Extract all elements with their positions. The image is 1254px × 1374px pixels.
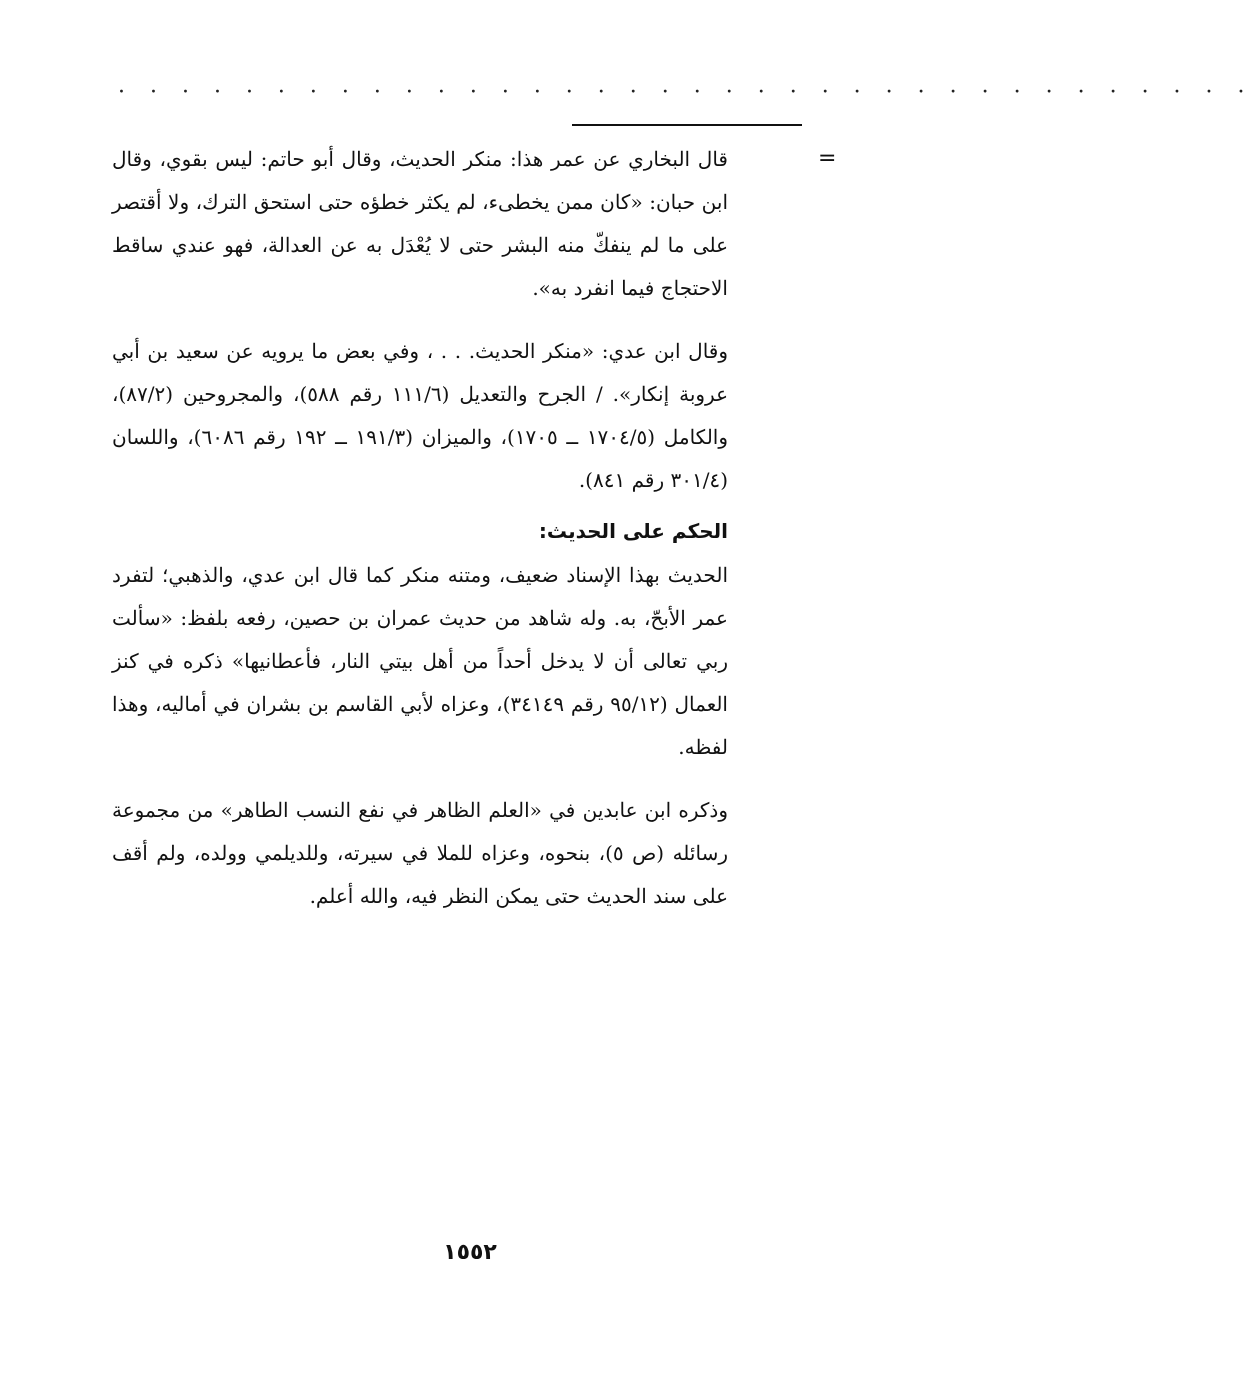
page-number: ١٥٥٢ <box>443 1240 497 1265</box>
section-heading: الحكم على الحديث: <box>538 519 728 543</box>
continuation-mark: = <box>818 146 837 171</box>
footnote-paragraph-2: وقال ابن عدي: «منكر الحديث. . . ، وفي بعض ما يرويه عن سعيد بن أبي عروبة إنكار». / الجرح والتعديل (١١١/٦ رقم ٥٨٨)، والمجروحين (٨٧/٢)، والكامل (١٧٠٤/٥ ــ ١٧٠٥)، والميزان (١٩١/٣ ــ ١٩٢ رقم ٦٠٨٦)، واللسان (٣٠١/٤ رقم ٨٤١). <box>112 339 729 492</box>
ruling-paragraph-2: وذكره ابن عابدين في «العلم الظاهر في نفع النسب الطاهر» من مجموعة رسائله (ص ٥)، بنحوه، وعزاه للملا في سيرته، وللديلمي وولده، ولم أقف على سند الحديث حتى يمكن النظر فيه، والله أعلم. <box>112 798 728 908</box>
footnote-paragraph-1: قال البخاري عن عمر هذا: منكر الحديث، وقال أبو حاتم: ليس بقوي، وقال ابن حبان: «كان ممن يخطىء، لم يكثر خطؤه حتى استحق الترك، ولا أقتصر على ما لم ينفكّ منه البشر حتى لا يُعْدَل به عن العدالة، فهو عندي ساقط الاحتجاج فيما انفرد به». <box>112 147 728 300</box>
footnote-content <box>112 138 728 938</box>
footnote-separator-rule <box>572 124 802 126</box>
header-dotted-line: · · · · · · · · · · · · · · · · · · · · · · · · · · · · · · · · · · · · <box>118 80 1254 105</box>
ruling-paragraph-1: الحديث بهذا الإسناد ضعيف، ومتنه منكر كما قال ابن عدي، والذهبي؛ لتفرد عمر الأبحّ، به. وله شاهد من حديث عمران بن حصين، رفعه بلفظ: «سألت ربي تعالى أن لا يدخل أحداً من أهل بيتي النار، فأعطانيها» ذكره في كنز العمال (٩٥/١٢ رقم ٣٤١٤٩)، وعزاه لأبي القاسم بن بشران في أماليه، وهذا لفظه. <box>112 563 728 759</box>
